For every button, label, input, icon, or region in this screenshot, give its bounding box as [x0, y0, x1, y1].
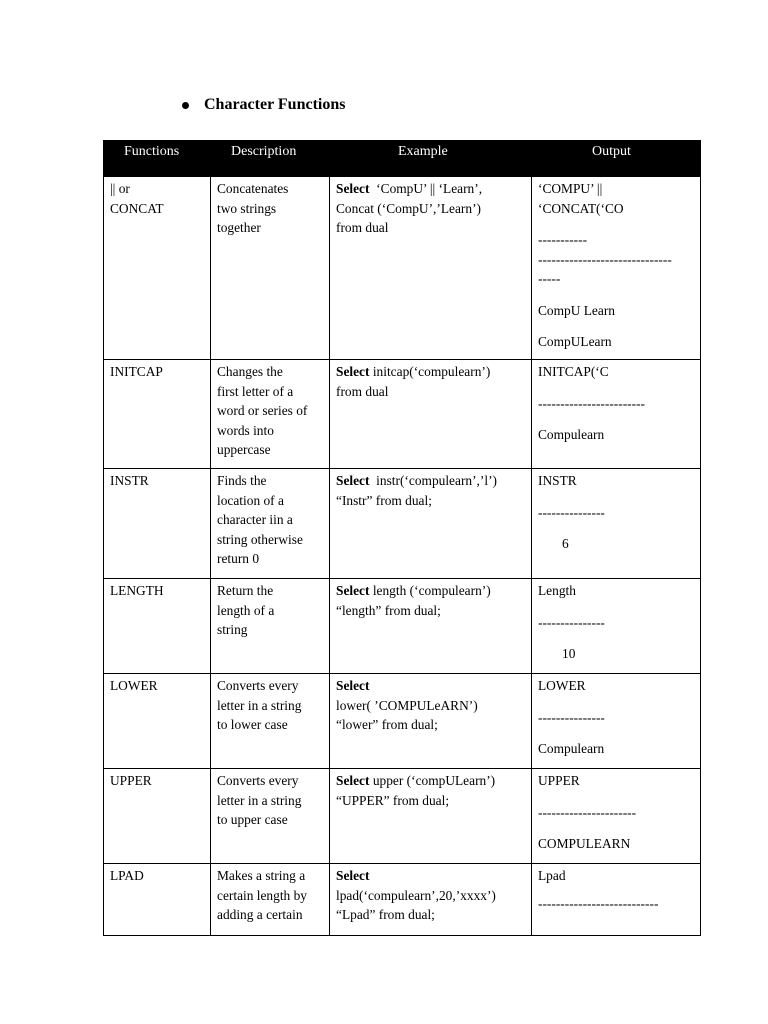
table-row [104, 177, 701, 360]
table-row [104, 469, 701, 579]
header-description: Description [211, 141, 330, 177]
cell-function: LPAD [104, 864, 211, 936]
cell-description: Converts every letter in a string to lower case [211, 674, 330, 769]
cell-example: Select lower( ’COMPULeARN’) “lower” from dual; [330, 674, 532, 769]
table-row [104, 674, 701, 769]
cell-description: Return the length of a string [211, 579, 330, 674]
header-example: Example [330, 141, 532, 177]
cell-output: INSTR --------------- 6 [532, 469, 701, 579]
table-row [104, 864, 701, 936]
bullet-icon [182, 102, 189, 109]
cell-function: || or CONCAT [104, 177, 211, 360]
table-header-row [104, 141, 701, 177]
table-row [104, 769, 701, 864]
header-output: Output [532, 141, 701, 177]
cell-function: LOWER [104, 674, 211, 769]
cell-example: Select ‘CompU’ || ‘Learn’, Concat (‘CompU’,’Learn’) from dual [330, 177, 532, 360]
cell-description: Concatenates two strings together [211, 177, 330, 360]
cell-description: Finds the location of a character iin a string otherwise return 0 [211, 469, 330, 579]
section-heading-text: Character Functions [204, 96, 346, 113]
table-row [104, 579, 701, 674]
header-functions: Functions [104, 141, 211, 177]
cell-function: UPPER [104, 769, 211, 864]
cell-description: Converts every letter in a string to upper case [211, 769, 330, 864]
table-row [104, 360, 701, 469]
cell-description: Changes the first letter of a word or series of words into uppercase [211, 360, 330, 469]
cell-example: Select lpad(‘compulearn’,20,’xxxx’) “Lpad” from dual; [330, 864, 532, 936]
cell-description: Makes a string a certain length by adding a certain [211, 864, 330, 936]
cell-example: Select instr(‘compulearn’,’l’) “Instr” from dual; [330, 469, 532, 579]
cell-output: Lpad --------------------------- [532, 864, 701, 936]
cell-output: UPPER ---------------------- COMPULEARN [532, 769, 701, 864]
cell-function: LENGTH [104, 579, 211, 674]
cell-output: ‘COMPU’ || ‘CONCAT(‘CO ----------- ------------------------------ ----- CompU Learn CompULearn [532, 177, 701, 360]
cell-output: INITCAP(‘C ------------------------ Compulearn [532, 360, 701, 469]
cell-example: Select upper (‘compULearn’) “UPPER” from dual; [330, 769, 532, 864]
cell-example: Select initcap(‘compulearn’) from dual [330, 360, 532, 469]
cell-function: INITCAP [104, 360, 211, 469]
character-functions-table [103, 140, 701, 936]
cell-output: Length --------------- 10 [532, 579, 701, 674]
section-heading [182, 96, 345, 114]
cell-output: LOWER --------------- Compulearn [532, 674, 701, 769]
cell-example: Select length (‘compulearn’) “length” from dual; [330, 579, 532, 674]
cell-function: INSTR [104, 469, 211, 579]
